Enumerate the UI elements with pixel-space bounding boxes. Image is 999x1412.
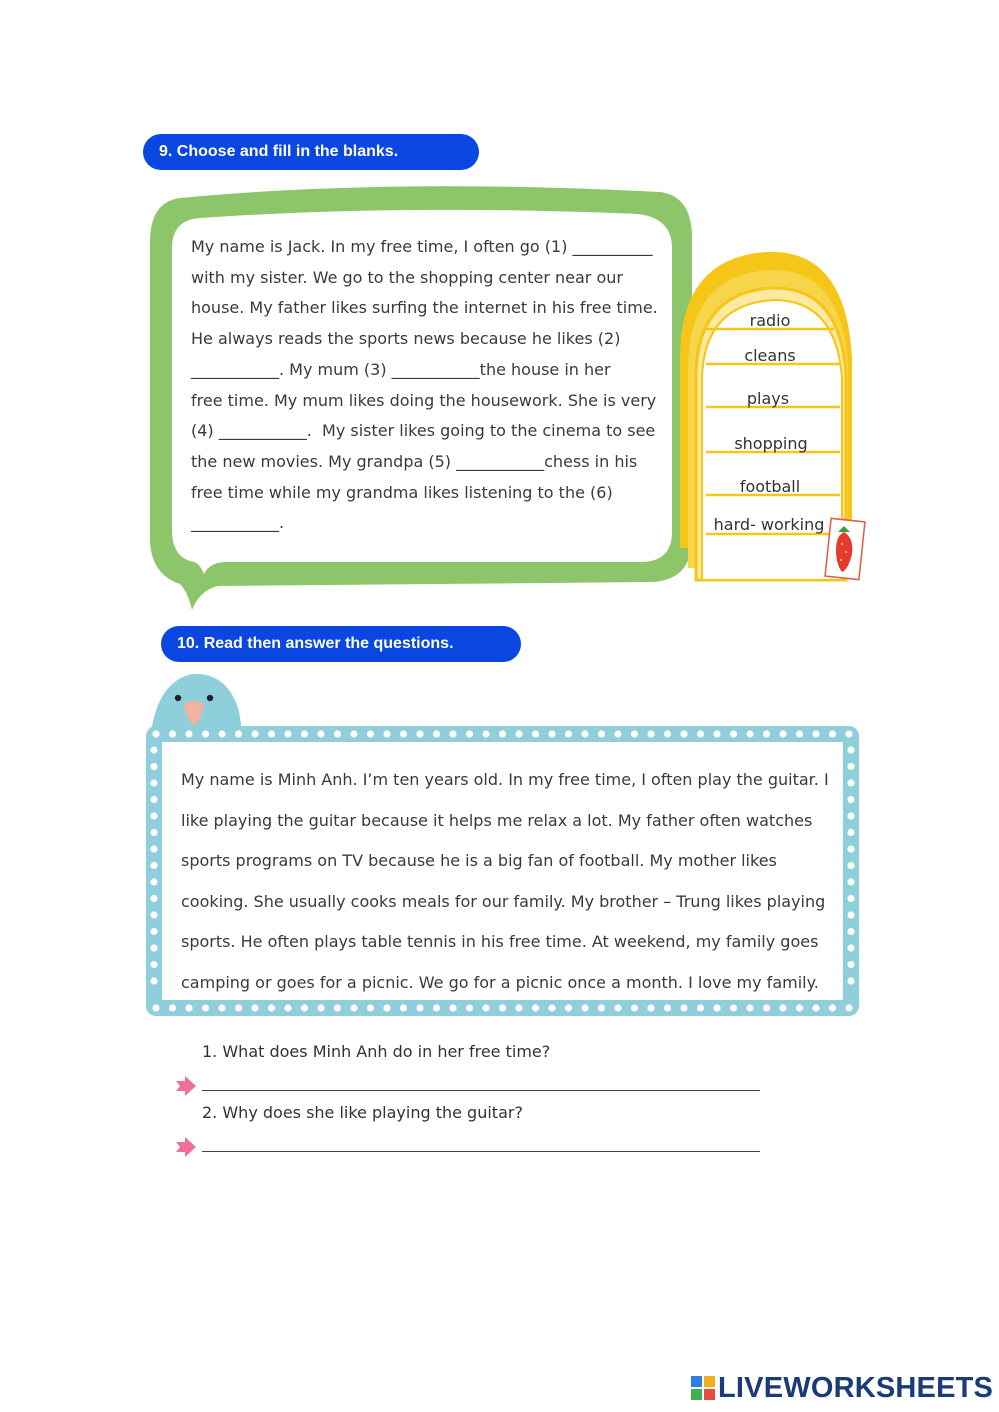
frame-dot [565,1004,572,1011]
frame-dot [581,1004,588,1011]
frame-dot [680,730,687,737]
frame-dot [847,746,854,753]
frame-dot [152,730,159,737]
word-bank-item: cleans [744,346,796,365]
frame-dot [713,730,720,737]
frame-dot [532,1004,539,1011]
frame-dot [796,730,803,737]
logo-text: LIVEWORKSHEETS [718,1371,994,1404]
passage-line: camping or goes for a picnic. We go for a picnic once a month. I love my family. [181,972,819,992]
frame-dot [763,1004,770,1011]
question-2: 2. Why does she like playing the guitar? [202,1103,523,1122]
frame-dot [847,977,854,984]
frame-dot [350,730,357,737]
frame-dot [847,845,854,852]
passage-line: My name is Jack. In my free time, I often go (1) __________ [191,237,653,256]
frame-dot [515,730,522,737]
frame-dot [416,1004,423,1011]
frame-dot [647,730,654,737]
frame-dot [482,730,489,737]
frame-dot [847,862,854,869]
frame-dot [548,1004,555,1011]
frame-dot [150,779,157,786]
word-bank-item: football [739,477,801,496]
frame-dot [169,1004,176,1011]
frame-dot [812,1004,819,1011]
frame-dot [697,730,704,737]
frame-dot [581,730,588,737]
frame-dot [218,1004,225,1011]
frame-dot [730,1004,737,1011]
frame-dot [185,730,192,737]
frame-dot [664,730,671,737]
frame-dot [847,961,854,968]
passage-line: sports. He often plays table tennis in his free time. At weekend, my family goes [181,932,819,952]
frame-dot [301,730,308,737]
frame-dot [746,1004,753,1011]
passage-line: the new movies. My grandpa (5) ___________chess in his [191,451,638,471]
liveworksheets-logo [690,1372,993,1404]
frame-dot [150,895,157,902]
frame-dot [614,730,621,737]
answer-2-line[interactable] [202,1151,760,1152]
frame-dot [598,1004,605,1011]
exercise-9-title: 9. Choose and fill in the blanks. [143,134,479,170]
passage-line: ___________. My mum (3) ___________the house in her [191,359,611,379]
arrow-right-icon [176,1137,198,1157]
frame-dot [847,944,854,951]
frame-dot [400,730,407,737]
frame-dot [268,1004,275,1011]
frame-dot [647,1004,654,1011]
exercise-10-title: 10. Read then answer the questions. [161,626,521,662]
frame-dot [847,763,854,770]
frame-dot [433,1004,440,1011]
frame-dot [746,730,753,737]
frame-dot [466,1004,473,1011]
frame-dot [301,1004,308,1011]
frame-dot [482,1004,489,1011]
frame-dot [829,1004,836,1011]
frame-dot [150,911,157,918]
frame-dot [150,829,157,836]
passage-line: free time. My mum likes doing the housework. She is very [191,390,657,410]
frame-dot [812,730,819,737]
frame-dot [565,730,572,737]
frame-dot [548,730,555,737]
frame-dot [847,796,854,803]
passage-line: ___________. [191,513,285,533]
frame-dot [631,730,638,737]
frame-dot [150,878,157,885]
frame-dot [235,1004,242,1011]
frame-dot [317,730,324,737]
word-bank-item: radio [749,311,791,330]
frame-dot [268,730,275,737]
frame-dot [150,796,157,803]
passage-line: (4) ___________. My sister likes going to the cinema to see [191,421,656,441]
passage-line: cooking. She usually cooks meals for our family. My brother – Trung likes playing [181,891,826,911]
frame-dot [847,895,854,902]
frame-dot [847,812,854,819]
word-bank-folder [676,248,876,588]
frame-dot [680,1004,687,1011]
frame-dot [150,961,157,968]
frame-dot [847,928,854,935]
frame-dot [499,730,506,737]
frame-dot [664,1004,671,1011]
frame-dot [433,730,440,737]
logo-blocks-icon [690,1375,716,1401]
frame-dot [152,1004,159,1011]
word-bank-item: hard- working [713,515,825,534]
passage-line: free time while my grandma likes listening to the (6) [191,482,613,502]
frame-dot [185,1004,192,1011]
frame-dot [499,1004,506,1011]
frame-dot [150,845,157,852]
frame-dot [829,730,836,737]
frame-dot [713,1004,720,1011]
passage-line: My name is Minh Anh. I’m ten years old. In my free time, I often play the guitar. I [181,770,829,789]
frame-dot [150,944,157,951]
frame-dot [334,1004,341,1011]
frame-dot [614,1004,621,1011]
passage-line: with my sister. We go to the shopping center near our [191,267,623,287]
answer-1-line[interactable] [202,1090,760,1091]
frame-dot [150,928,157,935]
frame-dot [150,763,157,770]
frame-dot [383,1004,390,1011]
frame-dot [317,1004,324,1011]
passage-line: sports programs on TV because he is a big fan of football. My mother likes [181,851,777,871]
frame-dot [150,812,157,819]
frame-dot [251,1004,258,1011]
frame-dot [416,730,423,737]
exercise-10-passage [181,760,841,1004]
frame-dot [847,911,854,918]
frame-dot [350,1004,357,1011]
frame-dot [383,730,390,737]
frame-dot [796,1004,803,1011]
frame-dot [515,1004,522,1011]
frame-dot [697,1004,704,1011]
frame-dot [631,1004,638,1011]
frame-dot [847,779,854,786]
frame-dot [847,829,854,836]
frame-dot [779,1004,786,1011]
frame-dot [532,730,539,737]
frame-dot [202,730,209,737]
frame-dot [449,1004,456,1011]
frame-dot [400,1004,407,1011]
question-1: 1. What does Minh Anh do in her free time? [202,1042,551,1061]
frame-dot [235,730,242,737]
frame-dot [202,1004,209,1011]
frame-dot [367,1004,374,1011]
frame-dot [150,977,157,984]
frame-dot [845,1004,852,1011]
frame-dot [251,730,258,737]
arrow-right-icon [176,1076,198,1096]
frame-dot [847,878,854,885]
frame-dot [845,730,852,737]
word-bank-item: shopping [734,434,808,453]
passage-line: He always reads the sports news because he likes (2) [191,329,621,349]
frame-dot [284,1004,291,1011]
passage-line: house. My father likes surfing the internet in his free time. [191,298,658,318]
frame-dot [334,730,341,737]
frame-dot [367,730,374,737]
passage-line: like playing the guitar because it helps me relax a lot. My father often watches [181,810,813,830]
word-bank-item: plays [746,389,790,408]
frame-dot [150,862,157,869]
exercise-9-passage [191,232,671,539]
frame-dot [169,730,176,737]
frame-dot [779,730,786,737]
frame-dot [284,730,291,737]
frame-dot [466,730,473,737]
frame-dot [150,746,157,753]
frame-dot [730,730,737,737]
frame-dot [763,730,770,737]
frame-dot [218,730,225,737]
frame-dot [449,730,456,737]
frame-dot [598,730,605,737]
